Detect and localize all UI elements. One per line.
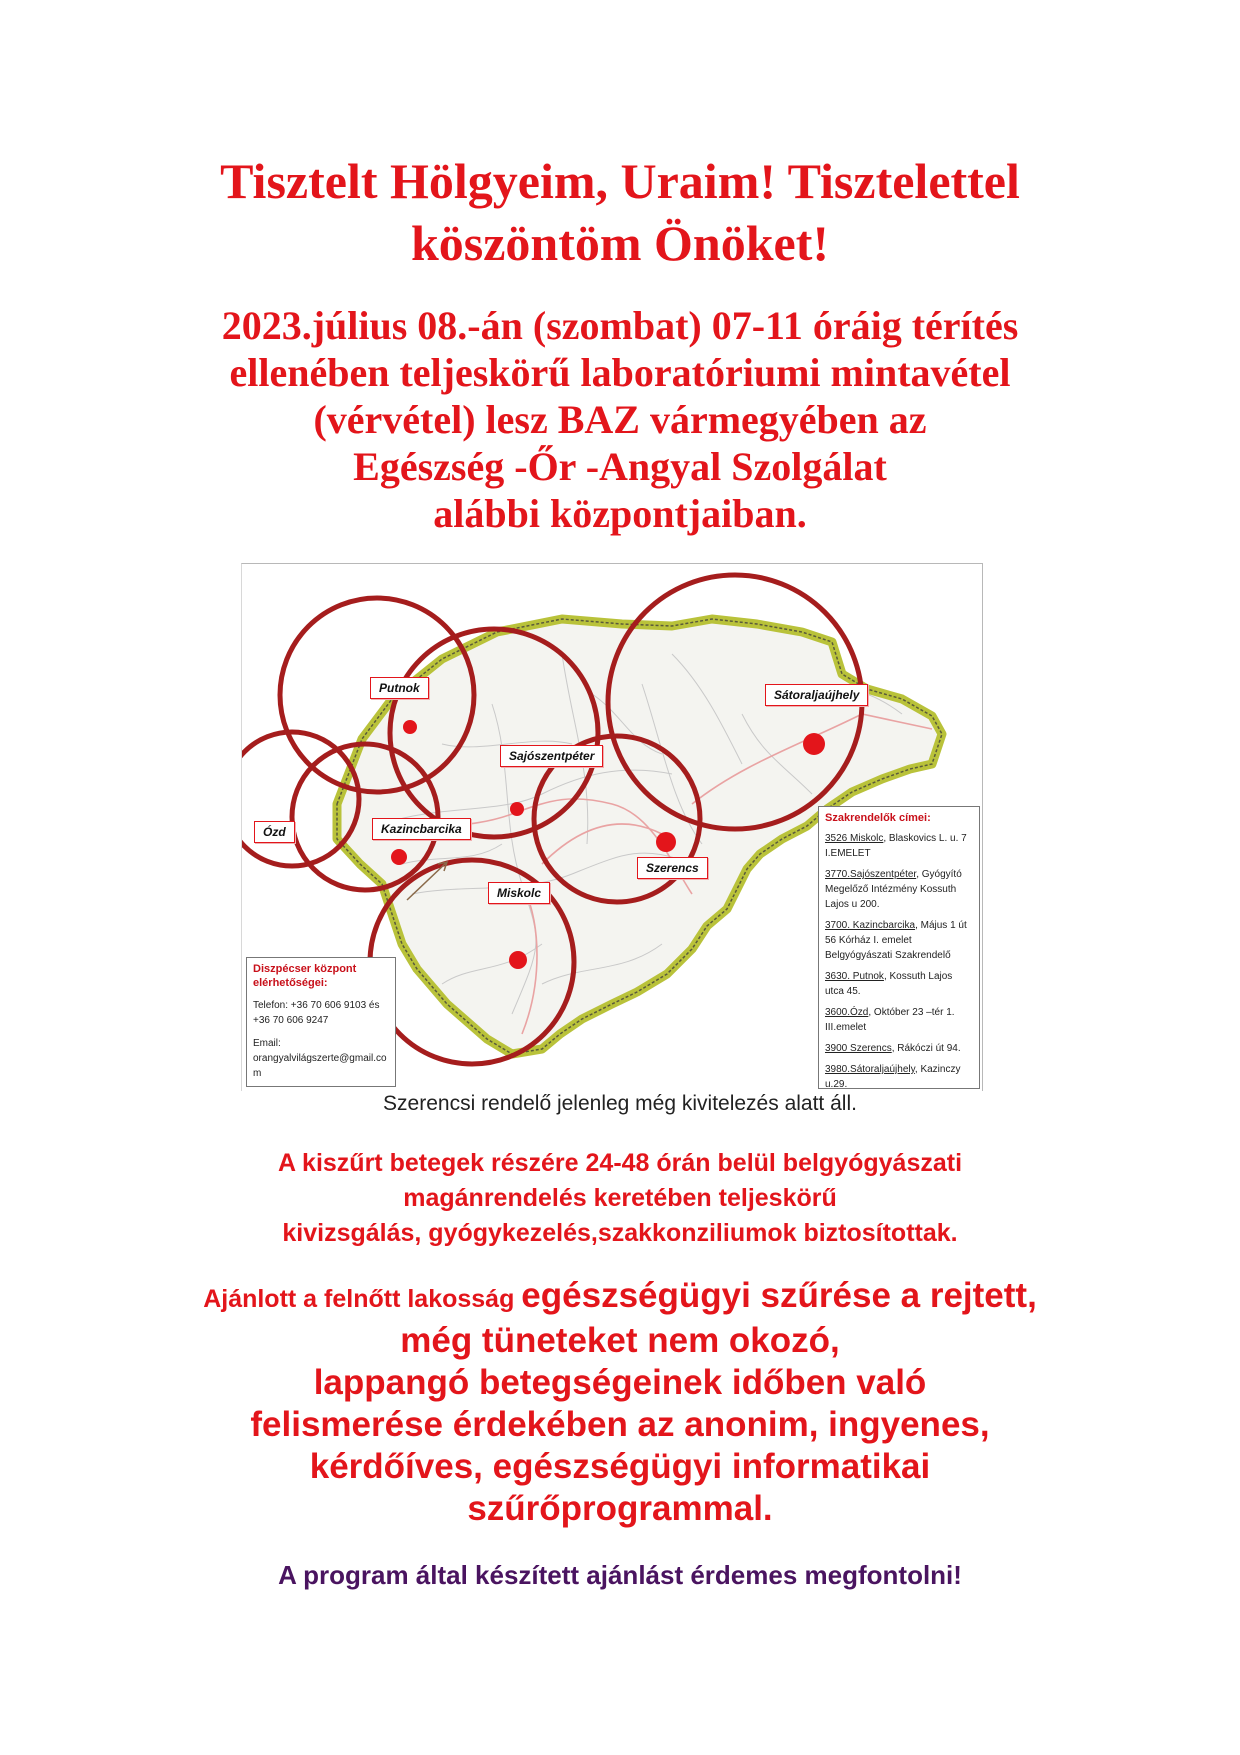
greeting-line-1: Tisztelt Hölgyeim, Uraim! Tisztelettel <box>220 153 1020 209</box>
screening-intro-large: egészségügyi szűrése a rejtett, <box>521 1276 1037 1315</box>
clinic-dot-miskolc <box>509 951 527 969</box>
address-miskolc-text: , Blaskovics L. u. 7 I.EMELET <box>825 833 967 859</box>
address-satoraljaujhely-text: , Kazinczy u.29. <box>825 1064 961 1090</box>
county-map <box>241 563 983 1091</box>
dispatcher-email-label: Email: <box>253 1038 281 1049</box>
clinic-dot-satoraljaujhely <box>803 733 825 755</box>
city-label-sajoszentpeter: Sajószentpéter <box>500 745 603 767</box>
followup-line-2: magánrendelés keretében teljeskörű <box>403 1184 837 1212</box>
city-label-putnok: Putnok <box>370 677 429 699</box>
address-ozd-text: , Október 23 –tér 1. III.emelet <box>825 1007 955 1033</box>
address-ozd-code: 3600.Ózd <box>825 1007 869 1018</box>
address-szerencs-code: 3900 Szerencs <box>825 1043 892 1054</box>
address-miskolc-code: 3526 Miskolc <box>825 833 884 844</box>
screening-line-3: lappangó betegségeinek időben való <box>313 1363 927 1402</box>
city-label-ozd: Ózd <box>254 821 295 843</box>
event-line-5: alábbi központjaiban. <box>433 491 807 536</box>
dispatcher-title: Diszpécser központ elérhetőségei: <box>253 963 357 989</box>
greeting-heading <box>120 150 1120 274</box>
screening-line-4: felismerése érdekében az anonim, ingyenes, <box>250 1405 990 1444</box>
address-szerencs-text: , Rákóczi út 94. <box>891 1043 961 1054</box>
event-line-4: Egészség -Őr -Angyal Szolgálat <box>353 444 887 489</box>
address-kazincbarcika <box>825 918 973 963</box>
followup-paragraph <box>140 1146 1100 1251</box>
event-line-2: ellenében teljeskörű laboratóriumi mintavétel <box>229 350 1011 395</box>
address-sajoszentpeter-text: , Gyógyító Megelőző Intézmény Kossuth Lajos u 200. <box>825 869 962 910</box>
address-kazincbarcika-text: , Május 1 út 56 Kórház I. emelet Belgyógyászati Szakrendelő <box>825 920 967 961</box>
address-satoraljaujhely <box>825 1062 973 1091</box>
screening-line-1 <box>120 1275 1120 1320</box>
address-kazincbarcika-code: 3700. Kazincbarcika <box>825 920 916 931</box>
event-line-1: 2023.július 08.-án (szombat) 07-11 óráig térítés <box>221 303 1019 348</box>
clinic-dot-putnok <box>403 720 417 734</box>
address-sajoszentpeter-code: 3770.Sajószentpéter <box>825 869 917 880</box>
greeting-line-2: köszöntöm Önöket! <box>410 215 830 271</box>
address-szerencs <box>825 1041 973 1056</box>
closing-recommendation: A program által készített ajánlást érdemes megfontolni! <box>278 1560 962 1590</box>
followup-line-1: A kiszűrt betegek részére 24-48 órán belül belgyógyászati <box>277 1149 963 1177</box>
clinic-dot-sajoszentpeter <box>510 802 524 816</box>
screening-intro-small: Ajánlott a felnőtt lakosság <box>203 1285 522 1313</box>
address-putnok-text: , Kossuth Lajos utca 45. <box>825 971 953 997</box>
event-announcement <box>120 302 1120 537</box>
city-label-miskolc: Miskolc <box>488 882 550 904</box>
address-putnok-code: 3630. Putnok <box>825 971 884 982</box>
address-putnok <box>825 969 973 999</box>
addresses-title: Szakrendelők címei: <box>825 812 931 824</box>
event-line-3: (vérvétel) lesz BAZ vármegyében az <box>313 397 927 442</box>
dispatcher-phone: Telefon: +36 70 606 9103 és +36 70 606 9247 <box>253 1000 380 1026</box>
address-miskolc <box>825 831 973 861</box>
dispatcher-contact-box <box>246 957 396 1087</box>
clinic-dot-szerencs <box>656 832 676 852</box>
screening-paragraph <box>120 1275 1120 1530</box>
screening-line-6: szűrőprogrammal. <box>467 1489 773 1528</box>
clinic-addresses-box <box>818 806 980 1089</box>
followup-line-3: kivizsgálás, gyógykezelés,szakkonziliumok biztosítottak. <box>282 1219 958 1247</box>
dispatcher-email: orangyalvilágszerte@gmail.com <box>253 1053 387 1079</box>
map-caption: Szerencsi rendelő jelenleg még kivitelezés alatt áll. <box>383 1092 857 1115</box>
address-sajoszentpeter <box>825 867 973 912</box>
address-ozd <box>825 1005 973 1035</box>
city-label-kazincbarcika: Kazincbarcika <box>372 818 471 840</box>
clinic-dot-kazincbarcika <box>391 849 407 865</box>
city-label-szerencs: Szerencs <box>637 857 708 879</box>
city-label-satoraljaujhely: Sátoraljaújhely <box>765 684 868 706</box>
screening-line-5: kérdőíves, egészségügyi informatikai <box>309 1447 931 1486</box>
address-satoraljaujhely-code: 3980.Sátoraljaújhely <box>825 1064 915 1075</box>
screening-line-2: még tüneteket nem okozó, <box>400 1321 840 1360</box>
